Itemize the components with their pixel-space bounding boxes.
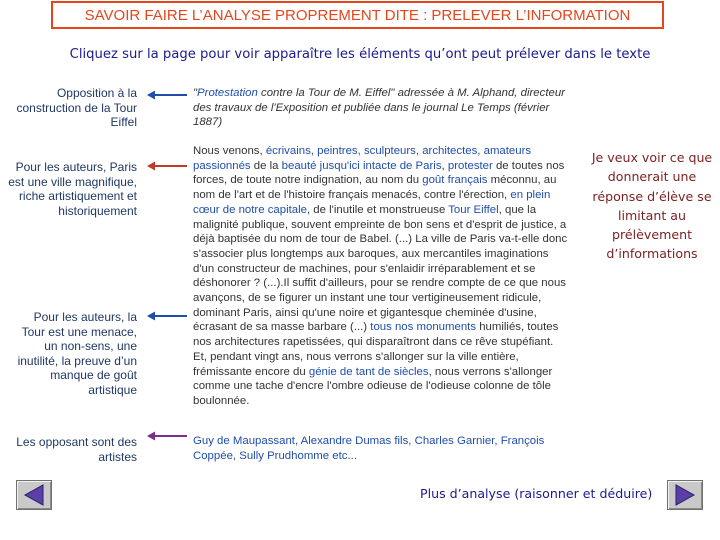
arrow-left-icon (147, 89, 187, 101)
signatories-list: Guy de Maupassant, Alexandre Dumas fils, Charles Garnier, François Coppée, Sully Prudhomme etc... (193, 435, 545, 462)
keyword-highlight: en plein cœur de notre capitale (193, 189, 551, 216)
keyword-highlight: tous nos monuments (370, 321, 477, 334)
text-segment: méconnu, au nom de l'art et de l'histoire français menacés, contre l'érection, (193, 174, 557, 202)
student-answer-link[interactable]: Je veux voir ce que donnerait une réponse d’élève se limitant au prélèvement d’informations (591, 150, 713, 262)
instruction-text: Cliquez sur la page pour voir apparaître les éléments qu’ont peut prélever dans le texte (69, 47, 651, 62)
text-segment: , (441, 159, 448, 172)
next-slide-button[interactable] (667, 480, 703, 510)
keyword-highlight: beauté jusqu'ici intacte de Paris (281, 159, 442, 172)
keyword-highlight: goût français (422, 174, 488, 187)
keyword-highlight: protester (447, 159, 493, 172)
text-segment: , nous verrons s'allonger comme une tache d'encre l'ombre odieuse de l'odieuse colonne de tôle boulonnée. (193, 365, 553, 407)
quote-mark: " (193, 87, 198, 99)
keyword-highlight: Tour Eiffel (448, 203, 499, 216)
more-analysis-link[interactable]: Plus d’analyse (raisonner et déduire) (420, 486, 653, 501)
side-label-opposition: Opposition à la construction de la Tour Eiffel (16, 86, 137, 130)
keyword-highlight: génie de tant de siècles (308, 365, 429, 378)
main-text (193, 144, 569, 409)
triangle-left-icon (17, 481, 51, 509)
arrow-left-icon (147, 310, 187, 322)
page-title: SAVOIR FAIRE L’ANALYSE PROPREMENT DITE : PRELEVER L’INFORMATION (84, 6, 631, 24)
side-label-artistes: Les opposant sont des artistes (16, 435, 137, 464)
keyword-highlight: écrivains, peintres, sculpteurs, architectes, amateurs passionnés (193, 145, 532, 172)
text-segment: , de l'inutile et monstrueuse (306, 203, 449, 216)
triangle-right-icon (668, 481, 702, 509)
side-label-tour-menace: Pour les auteurs, la Tour est une menace, un non-sens, une inutilité, la preuve d’un manque de goût artistique (17, 310, 137, 397)
text-segment: , que la malignité publique, souvent empreinte de bon sens et d'esprit de justice, a déjà baptisée du nom de tour de Babel. (...) La ville de Paris va-t-elle donc s'associer plus longtemps aux baroques, aux mercantiles imaginations d'un constructeur de machines, pour s'enlaidir irréparablement et se déshonorer ? (...).Il suffit d'ailleurs, pour se rendre compte de ce que nous avançons, de se figurer un instant une tour vertigineusement ridicule, dominant Paris, ainsi qu'une noire et gigantesque cheminée d'usine, écrasant de sa masse barbare (...) (193, 203, 568, 334)
text-segment: de toutes nos forces, de toute notre indignation, au nom du (193, 159, 565, 187)
side-label-paris-magnifique: Pour les auteurs, Paris est une ville magnifique, riche artistiquement et historiquement (8, 160, 137, 218)
text-segment: humiliés, toutes nos architectures rapetissées, qui disparaîtront dans ce rêve stupéfiant. Et, pendant vingt ans, nous verrons s'allonger sur la ville entière, frémissante encore du (193, 321, 559, 378)
source-details: contre la Tour de M. Eiffel" adressée à M. Alphand, directeur des travaux de l'Exposition et publiée dans le journal Le Temps (février 1887) (193, 87, 565, 129)
arrow-left-icon (147, 430, 187, 442)
source-title-highlight: Protestation (197, 87, 258, 99)
text-segment: de la (250, 159, 282, 172)
document-source (193, 86, 569, 130)
previous-slide-button[interactable] (16, 480, 52, 510)
page-title-banner (51, 1, 664, 29)
arrow-left-icon (147, 160, 187, 172)
text-segment: Nous venons, (193, 145, 266, 157)
